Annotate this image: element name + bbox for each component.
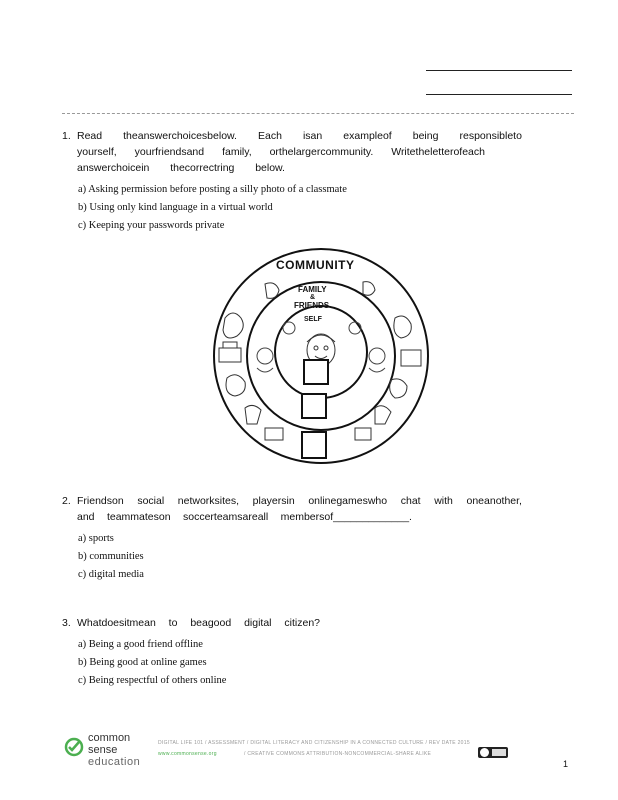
question-text-line [77, 511, 412, 523]
question-word: yourself, [77, 146, 117, 158]
footer-url-link[interactable]: www.commonsense.org [158, 751, 217, 757]
question-word: oneanother, [466, 495, 522, 507]
date-blank-line[interactable] [426, 94, 572, 95]
page-number: 1 [563, 759, 569, 769]
question-text-line [77, 617, 320, 629]
community-ring-label: COMMUNITY [276, 258, 355, 272]
question-word: with [434, 495, 453, 507]
common-sense-logo-icon [64, 737, 84, 757]
self-ring-label: SELF [304, 316, 322, 323]
question-word: Read [77, 130, 103, 142]
family-friends-answer-box [302, 394, 326, 418]
question-word: social [137, 495, 165, 507]
question-word: family, [222, 146, 252, 158]
question-word: thecorrectring [170, 162, 235, 174]
footer-course-info: DIGITAL LIFE 101 / ASSESSMENT / DIGITAL LITERACY AND CITIZENSHIP IN A CONNECTED CULTURE / REV DATE 2015 [158, 740, 470, 746]
answer-option: c) Keeping your passwords private [78, 220, 225, 231]
logo-text-common: common [88, 732, 131, 744]
question-number: 2. [62, 495, 71, 507]
question-word: yourfriendsand [134, 146, 205, 158]
answer-option: a) sports [78, 533, 114, 544]
question-word: and [77, 511, 95, 523]
question-word: exampleof [343, 130, 392, 142]
family-ring-label-amp: & [310, 294, 316, 301]
question-word: membersof_____________. [280, 511, 412, 523]
question-word: orthelargercommunity. [269, 146, 374, 158]
name-blank-line[interactable] [426, 70, 572, 71]
community-answer-box [302, 432, 326, 458]
question-word: playersin [252, 495, 295, 507]
answer-option: c) Being respectful of others online [78, 675, 227, 686]
question-text-line [77, 162, 285, 174]
answer-option: a) Asking permission before posting a silly photo of a classmate [78, 184, 347, 195]
question-word: soccerteamsareall [183, 511, 269, 523]
community-rings-diagram [205, 248, 437, 464]
question-word: citizen? [284, 617, 320, 629]
question-word: being [412, 130, 439, 142]
answer-option: b) Using only kind language in a virtual world [78, 202, 273, 213]
question-word: onlinegameswho [308, 495, 388, 507]
question-word: Friendson [77, 495, 124, 507]
answer-option: c) digital media [78, 569, 144, 580]
question-word: Whatdoesitmean [77, 617, 156, 629]
question-word: chat [400, 495, 421, 507]
question-text-line [77, 146, 485, 158]
self-answer-box [304, 360, 328, 384]
question-number: 1. [62, 130, 71, 142]
family-ring-label: FAMILY [298, 285, 327, 294]
footer-license-text: / CREATIVE COMMONS ATTRIBUTION-NONCOMMERCIAL-SHARE ALIKE [244, 751, 432, 757]
question-word: answerchoicein [77, 162, 150, 174]
creative-commons-badge-icon [478, 747, 508, 758]
friends-ring-label: FRIENDS [294, 301, 330, 310]
question-word: theanswerchoicesbelow. [123, 130, 237, 142]
question-number: 3. [62, 617, 71, 629]
answer-option: a) Being a good friend offline [78, 639, 203, 650]
question-word: responsibleto [459, 130, 522, 142]
question-word: networksites, [177, 495, 240, 507]
question-word: digital [244, 617, 272, 629]
question-word: beagood [190, 617, 232, 629]
question-word: to [168, 617, 178, 629]
question-word: Writetheletterofeach [391, 146, 485, 158]
section-divider [62, 113, 574, 114]
question-text-line [77, 495, 522, 507]
answer-option: b) Being good at online games [78, 657, 207, 668]
logo-text-education: education [88, 756, 141, 768]
question-word: Each [258, 130, 282, 142]
question-text-line [77, 130, 522, 142]
logo-text-sense: sense [88, 744, 118, 756]
question-word: below. [255, 162, 285, 174]
question-word: teammateson [106, 511, 171, 523]
answer-option: b) communities [78, 551, 144, 562]
question-word: isan [302, 130, 323, 142]
